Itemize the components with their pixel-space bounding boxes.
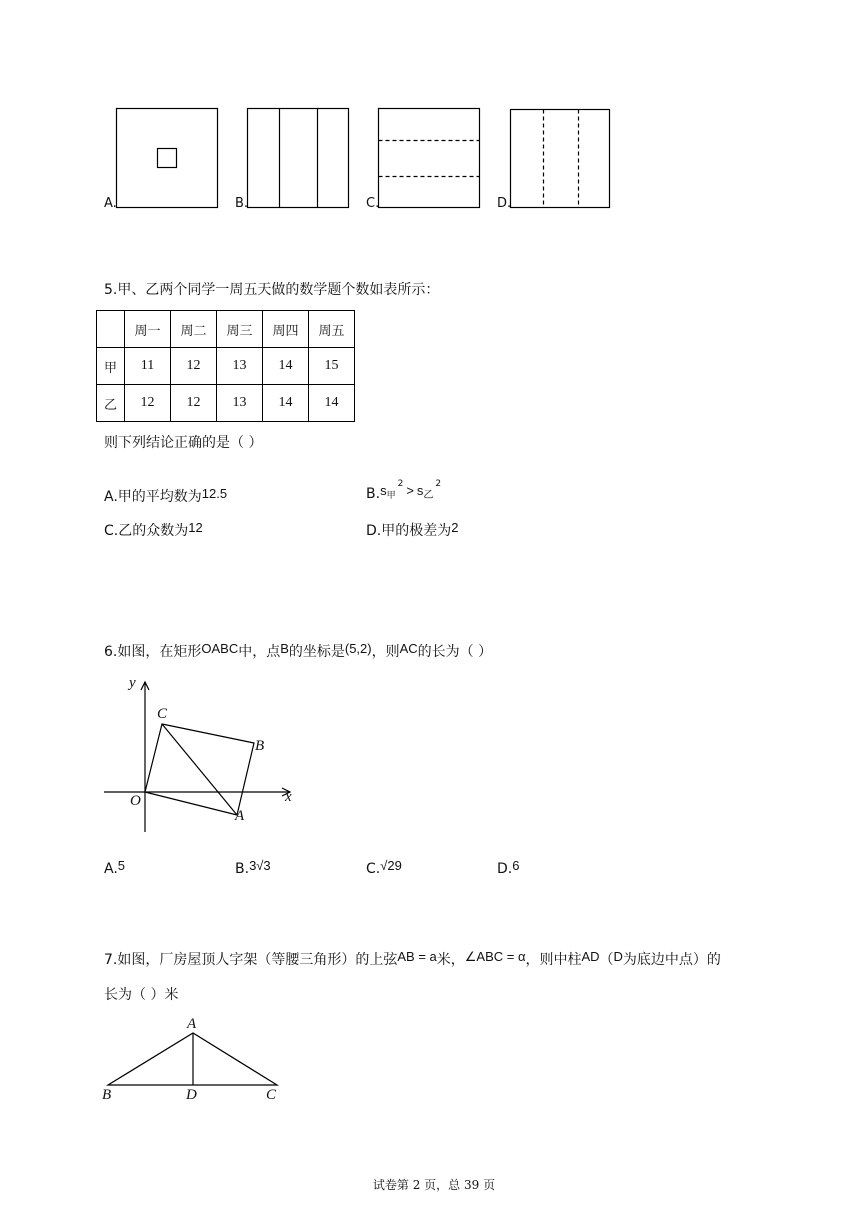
q7-stem-text: ，则中柱 <box>525 952 582 968</box>
table-cell: 12 <box>171 385 217 422</box>
q5-option-b-sub2: 乙 <box>423 490 434 501</box>
table-header-cell: 周一 <box>125 311 171 348</box>
table-row-label: 乙 <box>97 385 125 422</box>
table-cell: 14 <box>309 385 355 422</box>
q5-option-b-sup2: 2 <box>435 479 442 489</box>
q5-option-d <box>366 520 458 540</box>
page-footer: 试卷第 2 页，总 39 页 <box>372 1178 496 1192</box>
q6-option-b-value: 3√3 <box>249 858 271 873</box>
q6-option-d-value: 6 <box>512 858 520 873</box>
table-row <box>97 348 355 385</box>
q5-option-b-sup1: 2 <box>397 479 404 489</box>
q6-label-a: A <box>235 808 245 824</box>
q5-option-b-s2: s <box>416 483 424 498</box>
q6-option-d <box>497 858 520 877</box>
table-cell: 13 <box>217 385 263 422</box>
q6-stem-ac: AC <box>399 641 418 656</box>
q6-option-b <box>235 858 271 877</box>
table-row-label: 甲 <box>97 348 125 385</box>
q7-label-d: D <box>186 1087 197 1103</box>
q6-label-x: x <box>285 789 292 805</box>
q4-fig-a-outer <box>117 109 218 208</box>
table-row <box>97 311 355 348</box>
q7-stem-line1 <box>104 949 721 969</box>
q7-stem-text: 7.如图，厂房屋顶人字架（等腰三角形）的上弦 <box>104 952 398 968</box>
q6-option-a-label: A. <box>104 861 118 877</box>
q6-option-c-label: C. <box>366 861 381 877</box>
q7-stem-text: （ <box>599 952 614 968</box>
table-cell: 15 <box>309 348 355 385</box>
q4-option-b-label: B. <box>235 196 249 211</box>
q5-table <box>96 310 355 422</box>
q7-stem-text: 为底边中点）的 <box>622 952 721 968</box>
q7-stem-ab: AB = a <box>397 949 437 964</box>
q4-option-a-label: A. <box>104 196 117 211</box>
q6-stem <box>104 641 492 661</box>
q7-label-b: B <box>102 1087 112 1103</box>
q7-figure <box>108 1033 277 1085</box>
q7-stem-d: D <box>613 949 623 964</box>
table-cell: 11 <box>125 348 171 385</box>
table-cell <box>97 311 125 348</box>
q7-stem-text: 米， <box>436 952 465 968</box>
q7-stem-angle: ∠ABC = α <box>464 949 526 964</box>
q6-stem-text: 中，点 <box>238 644 281 660</box>
q6-stem-text: 的长为（ ） <box>417 644 493 660</box>
q5-option-b-s1: s <box>380 483 387 498</box>
q7-stem-line2: 长为（ ）米 <box>104 987 179 1003</box>
q6-option-b-label: B. <box>235 861 250 877</box>
q5-option-b <box>366 479 442 502</box>
q4-fig-d-outer <box>511 110 610 208</box>
q5-option-c-value: 12 <box>188 520 203 535</box>
q6-stem-b: B <box>280 641 289 656</box>
q4-fig-a-inner-square <box>158 149 177 168</box>
q5-option-a <box>104 486 227 506</box>
q6-label-o: O <box>130 793 141 809</box>
q5-option-b-gt: > <box>406 483 414 498</box>
table-header-cell: 周二 <box>171 311 217 348</box>
q7-label-a: A <box>187 1016 197 1032</box>
q6-stem-oabc: OABC <box>201 641 239 656</box>
q4-fig-b-outer <box>248 109 349 208</box>
q5-option-c <box>104 520 203 540</box>
table-header-cell: 周三 <box>217 311 263 348</box>
q5-option-d-text: D.甲的极差为 <box>366 523 452 539</box>
table-cell: 12 <box>171 348 217 385</box>
q6-option-c <box>366 858 402 877</box>
q6-option-c-value: √29 <box>380 858 402 873</box>
q5-option-a-text: A.甲的平均数为 <box>104 489 202 505</box>
table-cell: 14 <box>263 385 309 422</box>
table-row <box>97 385 355 422</box>
table-header-cell: 周五 <box>309 311 355 348</box>
q5-option-d-value: 2 <box>451 520 459 535</box>
q6-option-a-value: 5 <box>117 858 126 873</box>
q6-stem-text: ，则 <box>371 644 400 660</box>
table-cell: 12 <box>125 385 171 422</box>
q6-stem-coord: (5,2) <box>344 641 372 656</box>
q4-option-c-label: C. <box>366 196 380 211</box>
q6-option-d-label: D. <box>497 861 513 877</box>
q5-option-c-text: C.乙的众数为 <box>104 523 189 539</box>
q4-option-d-label: D. <box>497 196 512 211</box>
q5-prompt: 则下列结论正确的是（ ） <box>104 435 263 451</box>
q4-fig-c-outer <box>379 109 480 208</box>
q6-label-b: B <box>255 738 265 754</box>
q6-stem-text: 的坐标是 <box>288 644 345 660</box>
table-cell: 13 <box>217 348 263 385</box>
q7-label-c: C <box>266 1087 277 1103</box>
q5-option-a-value: 12.5 <box>201 486 228 501</box>
q5-option-b-label: B. <box>366 486 381 502</box>
table-header-cell: 周四 <box>263 311 309 348</box>
q6-label-y: y <box>129 675 136 691</box>
table-cell: 14 <box>263 348 309 385</box>
q5-stem: 5.甲、乙两个同学一周五天做的数学题个数如表所示： <box>104 282 440 298</box>
q6-stem-text: 6.如图，在矩形 <box>104 644 202 660</box>
q5-option-b-sub1: 甲 <box>386 491 396 501</box>
q6-option-a <box>104 858 126 877</box>
q7-stem-ad: AD <box>581 949 600 964</box>
q6-label-c: C <box>157 706 168 722</box>
